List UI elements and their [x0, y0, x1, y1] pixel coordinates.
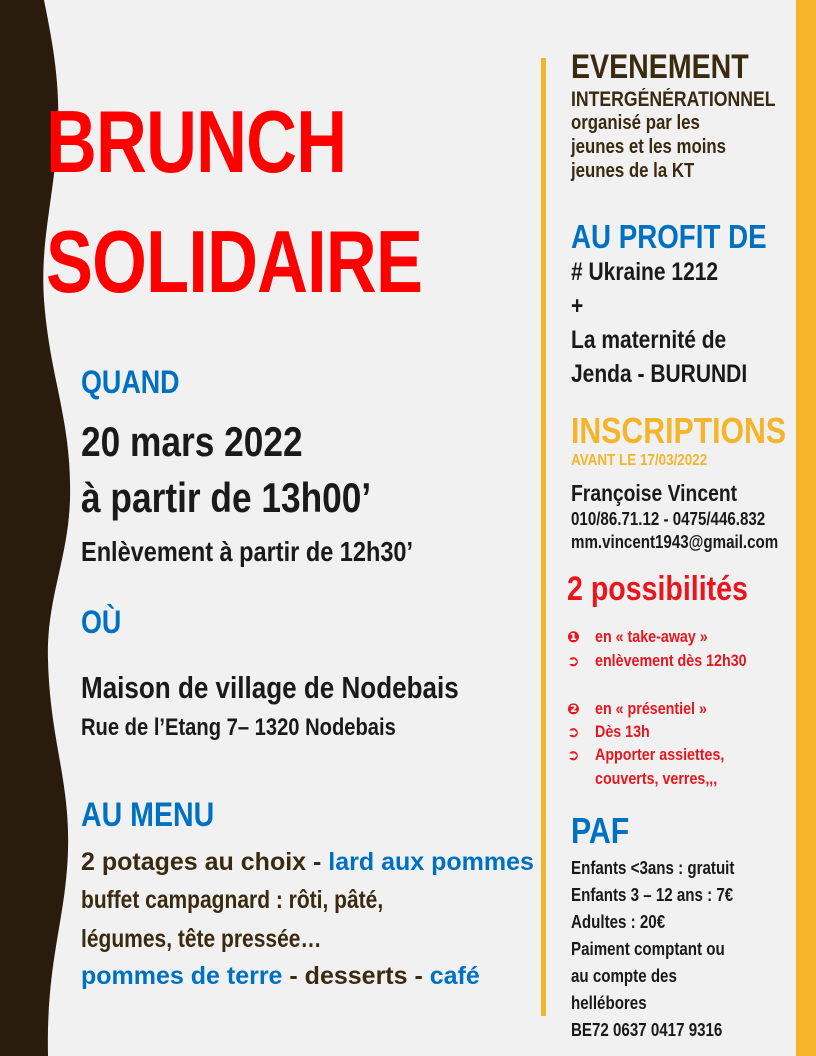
title-line-1: BRUNCH: [46, 92, 347, 191]
benefit-plus: +: [571, 292, 584, 320]
contact-name: Françoise Vincent: [571, 480, 738, 506]
option-2-detail-1-bullet: ➲: [567, 724, 580, 741]
benefit-heading: AU PROFIT DE: [571, 218, 767, 255]
event-heading: EVENEMENT: [571, 48, 749, 86]
contact-phones: 010/86.71.12 - 0475/446.832: [571, 509, 766, 529]
paf-line-4: Paiment comptant ou: [571, 939, 725, 959]
menu-line-2: buffet campagnard : rôti, pâté,: [81, 886, 384, 914]
paf-line-5: au compte des: [571, 966, 677, 986]
event-desc-3: jeunes de la KT: [571, 160, 695, 182]
option-1-detail: enlèvement dès 12h30: [595, 651, 747, 670]
option-2-label: en « présentiel »: [595, 699, 707, 718]
column-divider: [541, 58, 546, 1016]
where-heading: OÙ: [81, 604, 122, 640]
when-heading: QUAND: [81, 364, 180, 400]
venue-name: Maison de village de Nodebais: [81, 670, 459, 705]
event-date: 20 mars 2022: [81, 418, 303, 465]
benefit-ukraine: # Ukraine 1212: [571, 258, 719, 286]
option-1-detail-bullet: ➲: [567, 653, 580, 670]
event-desc-2: jeunes et les moins: [571, 136, 726, 158]
paf-heading: PAF: [571, 810, 630, 851]
paf-line-2: Enfants 3 – 12 ans : 7€: [571, 885, 734, 905]
contact-email: mm.vincent1943@gmail.com: [571, 532, 779, 552]
pickup-time: Enlèvement à partir de 12h30’: [81, 536, 414, 567]
option-2-detail-1: Dès 13h: [595, 722, 650, 741]
menu-line-1: 2 potages au choix - lard aux pommes: [81, 848, 534, 876]
registration-deadline: AVANT LE 17/03/2022: [571, 452, 708, 469]
paf-line-6: hellébores: [571, 993, 647, 1013]
option-1-bullet: ❶: [567, 629, 580, 646]
options-heading: 2 possibilités: [567, 570, 748, 608]
paf-iban: BE72 0637 0417 9316: [571, 1020, 723, 1040]
menu-heading: AU MENU: [81, 796, 215, 834]
registration-heading: INSCRIPTIONS: [571, 410, 787, 451]
venue-address: Rue de l’Etang 7– 1320 Nodebais: [81, 714, 396, 741]
paf-line-1: Enfants <3ans : gratuit: [571, 858, 735, 878]
paf-line-3: Adultes : 20€: [571, 912, 666, 932]
menu-line-3: légumes, tête pressée…: [81, 925, 322, 953]
title-line-2: SOLIDAIRE: [46, 212, 423, 311]
event-time: à partir de 13h00’: [81, 474, 372, 521]
option-1-label: en « take-away »: [595, 627, 708, 646]
option-2-detail-2-line-2: couverts, verres,,,: [595, 769, 718, 788]
option-2-detail-2-line-1: Apporter assiettes,: [595, 745, 725, 764]
event-desc-1: organisé par les: [571, 112, 700, 134]
menu-line-4: pommes de terre - desserts - café: [81, 962, 480, 990]
option-2-bullet: ❷: [567, 701, 580, 718]
event-subheading: INTERGÉNÉRATIONNEL: [571, 88, 776, 111]
benefit-maternity-2: Jenda - BURUNDI: [571, 360, 748, 388]
option-2-detail-2-bullet: ➲: [567, 747, 580, 764]
benefit-maternity-1: La maternité de: [571, 326, 727, 354]
